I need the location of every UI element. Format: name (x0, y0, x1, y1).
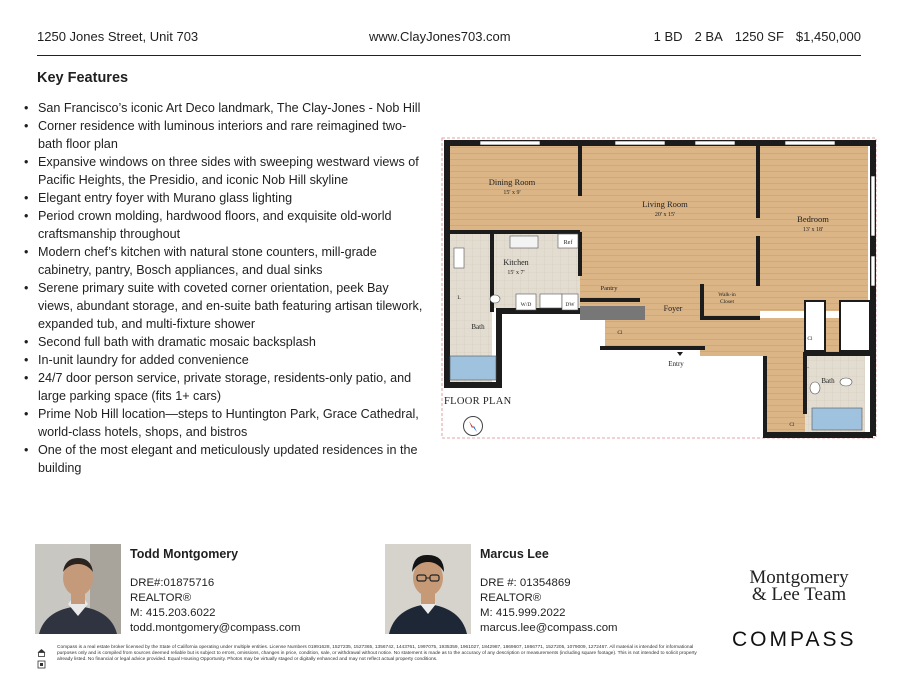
feature-item: • Prime Nob Hill location—steps to Huntington Park, Grace Cathedral, world-class hotels, shops, and bistros (24, 405, 424, 441)
agent-dre: DRE #: 01354869 (480, 577, 571, 589)
agent-card (385, 544, 705, 634)
agent-title: REALTOR® (130, 592, 192, 604)
dishwasher-label: DW (565, 302, 575, 308)
equal-housing-icon (37, 648, 46, 670)
agent-email-link[interactable]: marcus.lee@compass.com (480, 622, 618, 634)
team-logo (734, 569, 864, 603)
kitchen-dimensions: 15' x 7' (507, 270, 525, 276)
agent-dre: DRE#:01875716 (130, 577, 215, 589)
feature-item: • Modern chef’s kitchen with natural stone counters, mill-grade cabinetry, pantry, Bosch appliances, and dual sinks (24, 243, 424, 279)
agent-phone[interactable]: M: 415.999.2022 (480, 607, 566, 619)
walk-in-closet-label-1: Walk-in (718, 292, 736, 298)
beds-count: 1 BD (653, 29, 683, 44)
list-price: $1,450,000 (795, 29, 861, 44)
property-address: 1250 Jones Street, Unit 703 (37, 29, 199, 44)
agent-photo (35, 544, 121, 634)
key-features-heading: Key Features (37, 70, 129, 86)
compass-logo: COMPASS (732, 628, 857, 651)
bath-sink-icon-2 (810, 382, 820, 394)
bedroom-label: Bedroom (797, 214, 829, 224)
linen-label: L (457, 295, 461, 301)
bathtub-icon (450, 356, 496, 380)
stove-icon (510, 236, 538, 248)
linen-label-2: L (805, 364, 809, 370)
closet-label-2: Cl (807, 336, 813, 342)
agent-info (480, 547, 618, 636)
agent-email-link[interactable]: todd.montgomery@compass.com (130, 622, 301, 634)
living-room-dimensions: 20' x 15' (654, 212, 676, 218)
agent-title: REALTOR® (480, 592, 542, 604)
key-features-list (24, 99, 424, 477)
agent-name: Marcus Lee (480, 547, 549, 561)
property-stats (654, 29, 861, 44)
legal-disclaimer: Compass is a real estate broker licensed by the State of California operating under multiple entities. License Numbers 01991628, 1527235, 1527365, 1356742, 1443761, 1997075, 1935359, 1961027, 1842987, 1869607, 1866771, 1527205, 1079009, 1272467. All material is intended for informational purposes only and is compiled from sources deemed reliable but is subject to errors, omissions, changes in price, condition, sale, or withdrawal without notice. No statement is made as to the accuracy of any description or measurements (including square footage). This is not intended to solicit property already listed. No financial or legal advice provided. Equal Housing Opportunity. Photos may be virtually staged or digitally enhanced and may not reflect actual property conditions. (57, 645, 697, 662)
sink-icon (540, 294, 562, 308)
north-compass-icon (462, 415, 484, 437)
feature-item: • Period crown molding, hardwood floors, and exquisite old-world craftsmanship throughout (24, 207, 424, 243)
dining-room-label: Dining Room (488, 177, 536, 187)
bedroom-dimensions: 13' x 18' (802, 227, 824, 233)
property-website-link[interactable]: www.ClayJones703.com (369, 29, 511, 44)
pantry-label: Pantry (600, 285, 618, 292)
feature-item: • Corner residence with luminous interiors and rare reimagined two-bath floor plan (24, 117, 424, 153)
entry-label: Entry (668, 360, 684, 368)
washer-dryer-label: W/D (520, 302, 532, 308)
feature-item: • One of the most elegant and meticulously updated residences in the building (24, 441, 424, 477)
feature-item: • Second full bath with dramatic mosaic backsplash (24, 333, 424, 351)
agent-card (35, 544, 355, 634)
living-room-label: Living Room (642, 199, 688, 209)
agent-phone[interactable]: M: 415.203.6022 (130, 607, 216, 619)
agent-name: Todd Montgomery (130, 547, 239, 561)
dining-room-dimensions: 15' x 9' (503, 190, 521, 196)
toilet-icon-2 (840, 378, 852, 386)
refrigerator-label: Ref (563, 240, 573, 246)
walk-in-closet-label-2: Closet (719, 299, 735, 305)
feature-item: • San Francisco’s iconic Art Deco landmark, The Clay-Jones - Nob Hill (24, 99, 424, 117)
bath-right-label: Bath (821, 377, 835, 385)
feature-item: • In-unit laundry for added convenience (24, 351, 424, 369)
dining-room-floor (448, 146, 580, 232)
closet-label: Cl (617, 330, 623, 336)
feature-item: • Serene primary suite with coveted corner orientation, peek Bay views, abundant storage, and en-suite bath featuring artisan tilework, expanded tub, and multi-fixture shower (24, 279, 424, 333)
feature-item: • 24/7 door person service, private storage, residents-only patio, and large parking space (fits 1+ cars) (24, 369, 424, 405)
bathtub-icon-2 (812, 408, 862, 430)
baths-count: 2 BA (694, 29, 723, 44)
bath-sink-icon (454, 248, 464, 268)
feature-item: • Expansive windows on three sides with sweeping westward views of Pacific Heights, the Presidio, and iconic Nob Hill skyline (24, 153, 424, 189)
header-divider (37, 55, 861, 56)
bath-left-label: Bath (471, 323, 485, 331)
team-logo-line-1: Montgomery (749, 567, 849, 588)
kitchen-label: Kitchen (503, 258, 529, 267)
feature-item: • Elegant entry foyer with Murano glass lighting (24, 189, 424, 207)
entry-arrow-icon (677, 352, 683, 356)
foyer-label: Foyer (663, 304, 683, 313)
toilet-icon (490, 295, 500, 303)
agent-photo (385, 544, 471, 634)
floor-plan-label: FLOOR PLAN (444, 396, 512, 407)
square-footage: 1250 SF (734, 29, 784, 44)
team-logo-line-2: & Lee Team (751, 584, 847, 605)
closet-label-3: Cl (789, 422, 795, 428)
agent-info (130, 547, 300, 636)
header-bar (37, 26, 861, 46)
